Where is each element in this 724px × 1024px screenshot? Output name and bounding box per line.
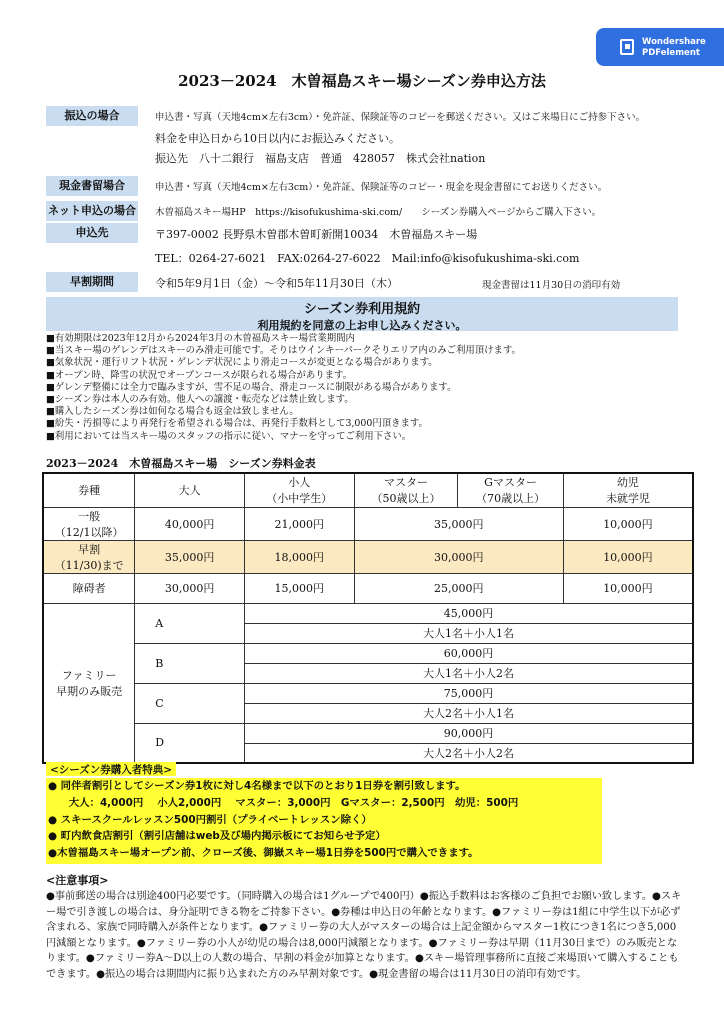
- furikomi-line1: 申込書・写真（天地4cm×左右3cm）・免許証、保険証等のコピーを郵送ください。又はご来場日にご持参下さい。: [155, 112, 646, 123]
- moushikomi-address: 〒397-0002 長野県木曽郡木曽町新開10034 木曽福島スキー場: [155, 228, 478, 241]
- sowari-note: 現金書留は11月30日の消印有効: [482, 280, 621, 291]
- fee-table: [42, 472, 694, 764]
- family-row: [43, 683, 693, 703]
- early-master: 30,000円: [354, 540, 563, 573]
- label-net: ネット申込の場合: [46, 201, 138, 221]
- page-title: 2023－2024 木曽福島スキー場シーズン券申込方法: [178, 72, 546, 90]
- family-price: 75,000円: [244, 683, 693, 703]
- benefits-box: [46, 778, 602, 864]
- header-adult: 大人: [135, 473, 245, 507]
- family-price: 90,000円: [244, 723, 693, 743]
- notes-title: <注意事項>: [46, 874, 109, 887]
- header-gmaster: Gマスター （70歳以上）: [458, 473, 564, 507]
- moushikomi-contact: TEL：0264-27-6021 FAX:0264-27-6022 Mail:info@kisofukushima-ski.com: [155, 252, 580, 265]
- family-code: A: [135, 603, 245, 643]
- family-row: [43, 643, 693, 663]
- benefit-item: ● スキースクールレッスン500円割引（プライベートレッスン除く）: [48, 813, 372, 826]
- net-line1: 木曽福島スキー場HP https://kisofukushima-ski.com/ シーズン券購入ページからご購入下さい。: [155, 207, 602, 218]
- genkin-line1: 申込書・写真（天地4cm×左右3cm）・免許証、保険証等のコピー・現金を現金書留にてお送りください。: [155, 182, 608, 193]
- rule-item: ■オープン時、降雪の状況でオープンコースが限られる場合があります。: [46, 369, 352, 381]
- general-label: 一般 （12/1以降）: [43, 507, 135, 540]
- rule-item: ■有効期限は2023年12月から2024年3月の木曽福島スキー場営業期間内: [46, 333, 355, 344]
- furikomi-line3: 振込先 八十二銀行 福島支店 普通 428057 株式会社nation: [155, 152, 486, 165]
- sowari-period: 令和5年9月1日（金）～令和5年11月30日（木）: [155, 277, 398, 290]
- rules-list: [46, 333, 521, 443]
- family-row: [43, 603, 693, 623]
- rule-item: ■ゲレンデ整備には全力で臨みますが、雪不足の場合、滑走コースに制限がある場合があります。: [46, 381, 457, 393]
- fee-row-early: [43, 540, 693, 573]
- rule-item: ■気象状況・運行リフト状況・ゲレンデ状況により滑走コースが変更となる場合があります。: [46, 357, 438, 369]
- family-price: 45,000円: [244, 603, 693, 623]
- benefit-item: ● 同伴者割引としてシーズン券1枚に対し4名様まで以下のとおり1日券を割引致します。: [48, 780, 466, 792]
- header-master: マスター （50歳以上）: [354, 473, 458, 507]
- rule-item: ■購入したシーズン券は如何なる場合も返金は致しません。: [46, 406, 299, 418]
- early-adult: 35,000円: [135, 540, 245, 573]
- family-code: B: [135, 643, 245, 683]
- early-child: 18,000円: [244, 540, 354, 573]
- fee-header-row: [43, 473, 693, 507]
- family-members: 大人2名＋小人1名: [244, 703, 693, 723]
- benefit-item: ● 町内飲食店割引（割引店舗はweb及び場内掲示板にてお知らせ予定）: [48, 830, 386, 843]
- family-code: C: [135, 683, 245, 723]
- family-label: ファミリー 早期のみ販売: [43, 603, 135, 763]
- badge-line1: Wondershare: [642, 37, 706, 47]
- rule-item: ■利用においては当スキー場のスタッフの指示に従い、マナーを守ってご利用下さい。: [46, 430, 412, 442]
- disabled-adult: 30,000円: [135, 573, 245, 603]
- label-genkin: 現金書留場合: [46, 176, 138, 196]
- family-price: 60,000円: [244, 643, 693, 663]
- header-kind: 券種: [43, 473, 135, 507]
- fee-table-title: 2023－2024 木曽福島スキー場 シーズン券料金表: [46, 457, 316, 470]
- rule-item: ■シーズン券は本人のみ有効。他人への譲渡・転売などは禁止致します。: [46, 394, 354, 406]
- family-row: [43, 723, 693, 743]
- label-sowari: 早割期間: [46, 272, 138, 292]
- rule-item: ■当スキー場のゲレンデはスキーのみ滑走可能です。そりはウインキーパークそりエリア内のみご利用頂けます。: [46, 345, 521, 357]
- disabled-label: 障碍者: [43, 573, 135, 603]
- general-infant: 10,000円: [563, 507, 693, 540]
- benefit-item: 大人：4,000円 小人2,000円 マスター：3,000円 Gマスター：2,500円 幼児：500円: [48, 796, 519, 809]
- rules-title: シーズン券利用規約: [303, 302, 421, 317]
- disabled-child: 15,000円: [244, 573, 354, 603]
- rules-header: [46, 297, 678, 331]
- notes-body: ●事前郵送の場合は別途400円必要です。（同時購入の場合は1グループで400円）●振込手数料はお客様のご負担でお願い致します。●スキー場で引き渡しの場合は、身分証明できる物をご持参下さい。●券種は申込日の年齢となります。●ファミリー券は1組に中学生以下が必ず含まれる、家族で同時購入が条件となります。●ファミリー券の大人がマスターの場合は上記金額からマスター1枚につき1名につき5,000円減額となります。●ファミリー券の小人が幼児の場合は8,000円減額となります。●ファミリー券は早期（11月30日まで）のみ販売となります。●ファミリー券A～D以上の人数の場合、早割の料金が加算となります。●スキー場管理事務所に直接ご来場頂いて購入することもできます。●振込の場合は期間内に振り込まれた方のみ早割対象です。●現金書留の場合は11月30日の消印有効です。: [46, 891, 682, 980]
- fee-row-disabled: [43, 573, 693, 603]
- label-furikomi: 振込の場合: [46, 106, 138, 126]
- header-child: 小人 （小中学生）: [244, 473, 354, 507]
- general-adult: 40,000円: [135, 507, 245, 540]
- label-moushikomi: 申込先: [46, 223, 138, 243]
- family-members: 大人1名＋小人2名: [244, 663, 693, 683]
- header-infant: 幼児 未就学児: [563, 473, 693, 507]
- pdfelement-badge[interactable]: [596, 28, 724, 66]
- family-code: D: [135, 723, 245, 763]
- fee-row-general: [43, 507, 693, 540]
- pdfelement-logo-icon: [620, 39, 634, 55]
- rule-item: ■紛失・汚損等により再発行を希望される場合は、再発行手数料として3,000円頂きます。: [46, 418, 428, 430]
- family-members: 大人2名＋小人2名: [244, 743, 693, 763]
- benefits-title: <シーズン券購入者特典>: [46, 762, 176, 776]
- general-child: 21,000円: [244, 507, 354, 540]
- early-label: 早割 （11/30)まで: [43, 540, 135, 573]
- disabled-infant: 10,000円: [563, 573, 693, 603]
- disabled-master: 25,000円: [354, 573, 563, 603]
- rules-subtitle: 利用規約を同意の上お申し込みください。: [257, 319, 467, 332]
- benefit-item: ●木曽福島スキー場オープン前、クローズ後、御嶽スキー場1日券を500円で購入できます。: [48, 847, 479, 860]
- badge-line2: PDFelement: [642, 48, 700, 58]
- early-infant: 10,000円: [563, 540, 693, 573]
- family-members: 大人1名＋小人1名: [244, 623, 693, 643]
- furikomi-line2: 料金を申込日から10日以内にお振込みください。: [155, 132, 400, 145]
- general-master: 35,000円: [354, 507, 563, 540]
